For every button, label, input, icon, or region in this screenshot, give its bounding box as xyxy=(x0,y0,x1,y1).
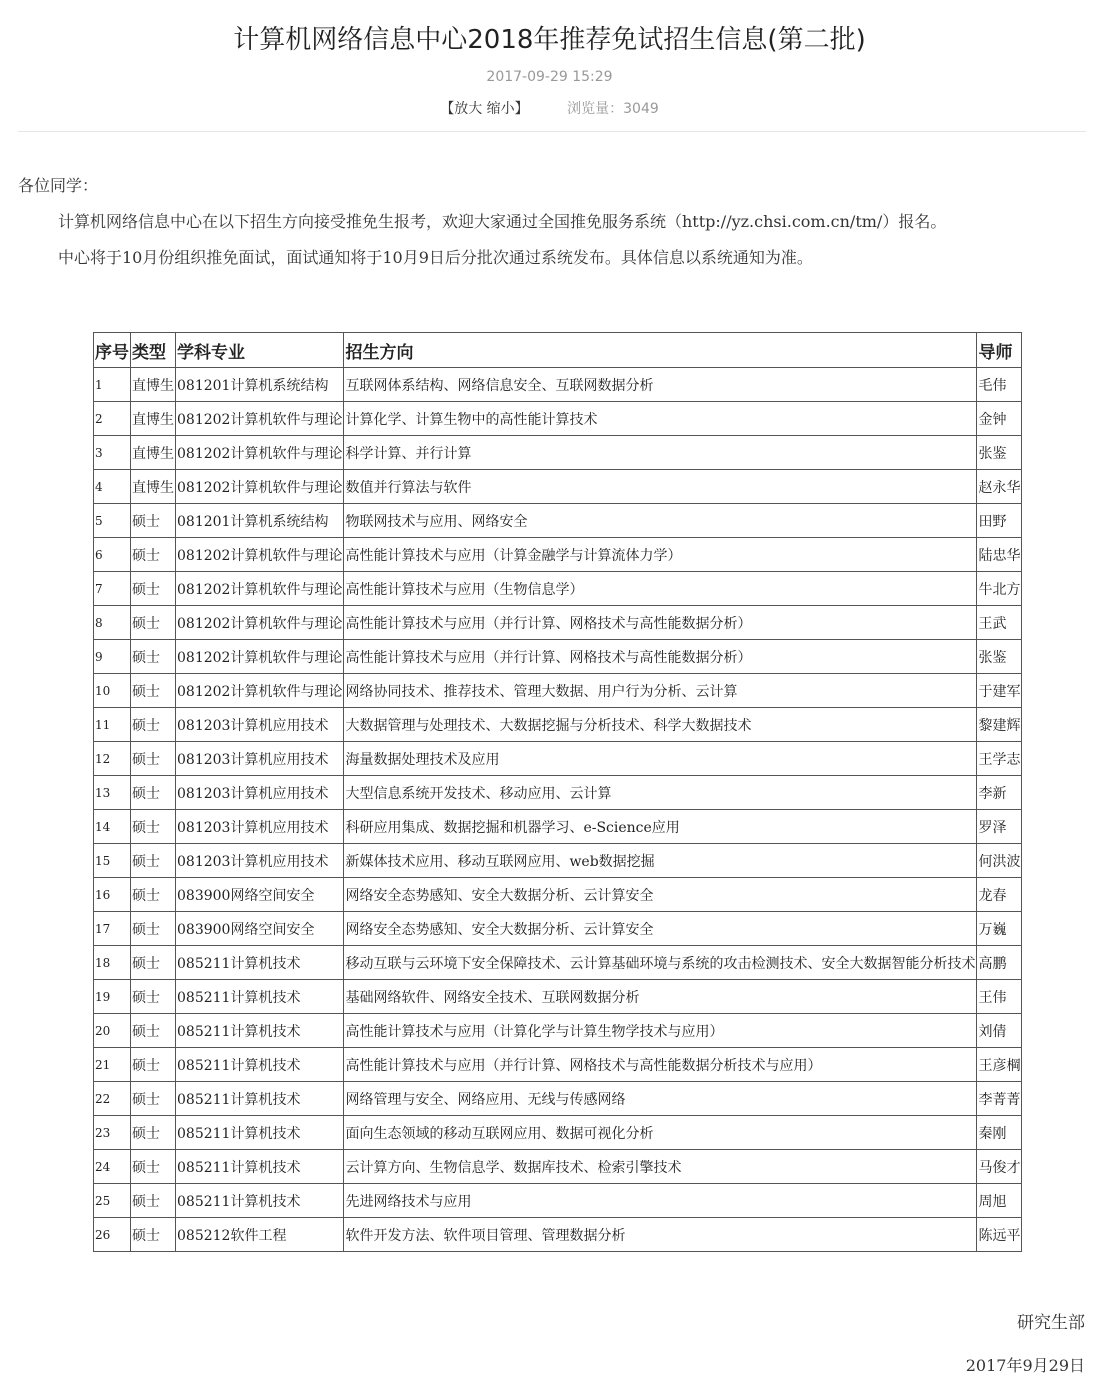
cell-advisor: 张鉴 xyxy=(977,436,1022,470)
cell-index: 10 xyxy=(94,674,131,708)
cell-type: 硕士 xyxy=(131,1014,176,1048)
view-count-value: 3049 xyxy=(623,101,659,117)
cell-index: 25 xyxy=(94,1184,131,1218)
table-row xyxy=(94,606,1022,640)
table-row xyxy=(94,640,1022,674)
intro-paragraph: 计算机网络信息中心在以下招生方向接受推免生报考，欢迎大家通过全国推免服务系统（http://yz.chsi.com.cn/tm/）报名。 xyxy=(58,212,947,231)
cell-index: 6 xyxy=(94,538,131,572)
table-row xyxy=(94,1082,1022,1116)
table-row xyxy=(94,776,1022,810)
cell-advisor: 毛伟 xyxy=(977,368,1022,402)
table-row xyxy=(94,368,1022,402)
view-count-label: 浏览量： xyxy=(567,101,624,117)
cell-direction: 面向生态领域的移动互联网应用、数据可视化分析 xyxy=(344,1116,977,1150)
cell-advisor: 刘倩 xyxy=(977,1014,1022,1048)
table-row xyxy=(94,946,1022,980)
table-row xyxy=(94,810,1022,844)
cell-type: 硕士 xyxy=(131,1048,176,1082)
zoom-bracket-open: 【 xyxy=(440,101,455,117)
cell-type: 硕士 xyxy=(131,1218,176,1252)
cell-direction: 大数据管理与处理技术、大数据挖掘与分析技术、科学大数据技术 xyxy=(344,708,977,742)
cell-major: 083900网络空间安全 xyxy=(176,912,344,946)
cell-advisor: 王学志 xyxy=(977,742,1022,776)
cell-advisor: 陆忠华 xyxy=(977,538,1022,572)
cell-advisor: 马俊才 xyxy=(977,1150,1022,1184)
cell-index: 4 xyxy=(94,470,131,504)
cell-major: 081201计算机系统结构 xyxy=(176,368,344,402)
cell-direction: 物联网技术与应用、网络安全 xyxy=(344,504,977,538)
page-title: 计算机网络信息中心2018年推荐免试招生信息(第二批) xyxy=(233,25,866,55)
cell-major: 081202计算机软件与理论 xyxy=(176,674,344,708)
table-row xyxy=(94,1014,1022,1048)
cell-direction: 高性能计算技术与应用（并行计算、网格技术与高性能数据分析） xyxy=(344,640,977,674)
table-body xyxy=(94,368,1022,1252)
cell-direction: 数值并行算法与软件 xyxy=(344,470,977,504)
cell-index: 3 xyxy=(94,436,131,470)
table-row xyxy=(94,1218,1022,1252)
cell-advisor: 何洪波 xyxy=(977,844,1022,878)
cell-direction: 高性能计算技术与应用（计算金融学与计算流体力学） xyxy=(344,538,977,572)
cell-major: 085211计算机技术 xyxy=(176,1082,344,1116)
cell-major: 081203计算机应用技术 xyxy=(176,742,344,776)
cell-type: 硕士 xyxy=(131,640,176,674)
cell-direction: 高性能计算技术与应用（生物信息学） xyxy=(344,572,977,606)
cell-type: 硕士 xyxy=(131,878,176,912)
cell-type: 硕士 xyxy=(131,674,176,708)
cell-advisor: 陈远平 xyxy=(977,1218,1022,1252)
cell-major: 085211计算机技术 xyxy=(176,1150,344,1184)
font-zoom-controls xyxy=(440,101,528,117)
cell-index: 13 xyxy=(94,776,131,810)
cell-direction: 科学计算、并行计算 xyxy=(344,436,977,470)
interview-paragraph: 中心将于10月份组织推免面试，面试通知将于10月9日后分批次通过系统发布。具体信息以系统通知为准。 xyxy=(58,248,813,267)
cell-advisor: 牛北方 xyxy=(977,572,1022,606)
signature-date: 2017年9月29日 xyxy=(965,1356,1085,1375)
cell-index: 17 xyxy=(94,912,131,946)
cell-advisor: 王彦棡 xyxy=(977,1048,1022,1082)
cell-type: 硕士 xyxy=(131,504,176,538)
table-row xyxy=(94,1184,1022,1218)
signature: 研究生部 xyxy=(1017,1313,1085,1333)
cell-advisor: 万巍 xyxy=(977,912,1022,946)
header-type: 类型 xyxy=(131,333,176,368)
zoom-bracket-close: 】 xyxy=(514,101,529,117)
table-row xyxy=(94,538,1022,572)
cell-direction: 软件开发方法、软件项目管理、管理数据分析 xyxy=(344,1218,977,1252)
cell-advisor: 张鉴 xyxy=(977,640,1022,674)
header-index: 序号 xyxy=(94,333,131,368)
table-row xyxy=(94,674,1022,708)
cell-direction: 网络协同技术、推荐技术、管理大数据、用户行为分析、云计算 xyxy=(344,674,977,708)
greeting: 各位同学： xyxy=(18,176,99,195)
cell-type: 硕士 xyxy=(131,606,176,640)
cell-direction: 互联网体系结构、网络信息安全、互联网数据分析 xyxy=(344,368,977,402)
cell-index: 1 xyxy=(94,368,131,402)
table-header-row xyxy=(94,333,1022,368)
cell-major: 085211计算机技术 xyxy=(176,1184,344,1218)
table-row xyxy=(94,504,1022,538)
table-row xyxy=(94,402,1022,436)
cell-type: 硕士 xyxy=(131,912,176,946)
cell-major: 081202计算机软件与理论 xyxy=(176,470,344,504)
table-row xyxy=(94,436,1022,470)
cell-major: 081202计算机软件与理论 xyxy=(176,538,344,572)
cell-type: 直博生 xyxy=(131,402,176,436)
cell-index: 8 xyxy=(94,606,131,640)
header-direction: 招生方向 xyxy=(344,333,977,368)
cell-direction: 基础网络软件、网络安全技术、互联网数据分析 xyxy=(344,980,977,1014)
cell-major: 081202计算机软件与理论 xyxy=(176,640,344,674)
cell-index: 15 xyxy=(94,844,131,878)
cell-major: 081202计算机软件与理论 xyxy=(176,402,344,436)
cell-major: 081201计算机系统结构 xyxy=(176,504,344,538)
header-advisor: 导师 xyxy=(977,333,1022,368)
cell-major: 081203计算机应用技术 xyxy=(176,708,344,742)
cell-type: 硕士 xyxy=(131,1184,176,1218)
cell-advisor: 田野 xyxy=(977,504,1022,538)
cell-advisor: 金钟 xyxy=(977,402,1022,436)
cell-type: 硕士 xyxy=(131,708,176,742)
cell-index: 18 xyxy=(94,946,131,980)
cell-index: 20 xyxy=(94,1014,131,1048)
article-tools xyxy=(0,100,1099,118)
cell-major: 085211计算机技术 xyxy=(176,1014,344,1048)
table-row xyxy=(94,1150,1022,1184)
view-count xyxy=(567,101,659,117)
recruitment-table xyxy=(93,332,1022,1252)
cell-index: 5 xyxy=(94,504,131,538)
cell-major: 081203计算机应用技术 xyxy=(176,810,344,844)
cell-type: 硕士 xyxy=(131,742,176,776)
cell-major: 085211计算机技术 xyxy=(176,1048,344,1082)
table-row xyxy=(94,1048,1022,1082)
table-row xyxy=(94,844,1022,878)
cell-index: 9 xyxy=(94,640,131,674)
cell-advisor: 王武 xyxy=(977,606,1022,640)
cell-major: 085212软件工程 xyxy=(176,1218,344,1252)
cell-major: 085211计算机技术 xyxy=(176,1116,344,1150)
cell-index: 19 xyxy=(94,980,131,1014)
table-row xyxy=(94,980,1022,1014)
cell-direction: 高性能计算技术与应用（并行计算、网格技术与高性能数据分析） xyxy=(344,606,977,640)
cell-direction: 先进网络技术与应用 xyxy=(344,1184,977,1218)
cell-index: 11 xyxy=(94,708,131,742)
cell-major: 081202计算机软件与理论 xyxy=(176,606,344,640)
cell-type: 直博生 xyxy=(131,470,176,504)
cell-advisor: 于建军 xyxy=(977,674,1022,708)
cell-advisor: 周旭 xyxy=(977,1184,1022,1218)
cell-advisor: 高鹏 xyxy=(977,946,1022,980)
cell-direction: 网络管理与安全、网络应用、无线与传感网络 xyxy=(344,1082,977,1116)
cell-major: 085211计算机技术 xyxy=(176,946,344,980)
cell-index: 2 xyxy=(94,402,131,436)
table-row xyxy=(94,470,1022,504)
publish-datetime: 2017-09-29 15:29 xyxy=(486,69,613,85)
cell-direction: 科研应用集成、数据挖掘和机器学习、e-Science应用 xyxy=(344,810,977,844)
cell-advisor: 秦刚 xyxy=(977,1116,1022,1150)
cell-index: 21 xyxy=(94,1048,131,1082)
table-row xyxy=(94,708,1022,742)
cell-index: 22 xyxy=(94,1082,131,1116)
cell-advisor: 赵永华 xyxy=(977,470,1022,504)
cell-major: 081203计算机应用技术 xyxy=(176,844,344,878)
table-row xyxy=(94,572,1022,606)
cell-type: 硕士 xyxy=(131,776,176,810)
cell-advisor: 李新 xyxy=(977,776,1022,810)
cell-type: 硕士 xyxy=(131,538,176,572)
table-row xyxy=(94,742,1022,776)
cell-index: 14 xyxy=(94,810,131,844)
cell-direction: 云计算方向、生物信息学、数据库技术、检索引擎技术 xyxy=(344,1150,977,1184)
table-row xyxy=(94,878,1022,912)
cell-direction: 高性能计算技术与应用（并行计算、网格技术与高性能数据分析技术与应用） xyxy=(344,1048,977,1082)
cell-index: 26 xyxy=(94,1218,131,1252)
cell-type: 硕士 xyxy=(131,572,176,606)
cell-index: 16 xyxy=(94,878,131,912)
article-body xyxy=(18,168,1086,276)
cell-type: 硕士 xyxy=(131,844,176,878)
header-divider xyxy=(18,131,1086,132)
cell-direction: 计算化学、计算生物中的高性能计算技术 xyxy=(344,402,977,436)
cell-index: 24 xyxy=(94,1150,131,1184)
cell-index: 23 xyxy=(94,1116,131,1150)
cell-type: 硕士 xyxy=(131,810,176,844)
cell-major: 085211计算机技术 xyxy=(176,980,344,1014)
cell-index: 12 xyxy=(94,742,131,776)
cell-type: 直博生 xyxy=(131,436,176,470)
cell-direction: 网络安全态势感知、安全大数据分析、云计算安全 xyxy=(344,878,977,912)
cell-type: 硕士 xyxy=(131,1116,176,1150)
header-major: 学科专业 xyxy=(176,333,344,368)
cell-advisor: 黎建辉 xyxy=(977,708,1022,742)
table-row xyxy=(94,1116,1022,1150)
cell-direction: 网络安全态势感知、安全大数据分析、云计算安全 xyxy=(344,912,977,946)
cell-advisor: 罗泽 xyxy=(977,810,1022,844)
cell-type: 硕士 xyxy=(131,946,176,980)
zoom-out-link[interactable]: 缩小 xyxy=(486,101,515,117)
cell-direction: 新媒体技术应用、移动互联网应用、web数据挖掘 xyxy=(344,844,977,878)
cell-major: 081202计算机软件与理论 xyxy=(176,436,344,470)
table-row xyxy=(94,912,1022,946)
cell-advisor: 王伟 xyxy=(977,980,1022,1014)
cell-direction: 移动互联与云环境下安全保障技术、云计算基础环境与系统的攻击检测技术、安全大数据智能分析技术 xyxy=(344,946,977,980)
cell-index: 7 xyxy=(94,572,131,606)
zoom-in-link[interactable]: 放大 xyxy=(454,101,483,117)
cell-advisor: 龙春 xyxy=(977,878,1022,912)
cell-major: 083900网络空间安全 xyxy=(176,878,344,912)
cell-major: 081203计算机应用技术 xyxy=(176,776,344,810)
cell-major: 081202计算机软件与理论 xyxy=(176,572,344,606)
cell-direction: 高性能计算技术与应用（计算化学与计算生物学技术与应用） xyxy=(344,1014,977,1048)
cell-type: 硕士 xyxy=(131,980,176,1014)
cell-advisor: 李菁菁 xyxy=(977,1082,1022,1116)
cell-direction: 大型信息系统开发技术、移动应用、云计算 xyxy=(344,776,977,810)
cell-type: 硕士 xyxy=(131,1082,176,1116)
cell-type: 硕士 xyxy=(131,1150,176,1184)
cell-direction: 海量数据处理技术及应用 xyxy=(344,742,977,776)
cell-type: 直博生 xyxy=(131,368,176,402)
